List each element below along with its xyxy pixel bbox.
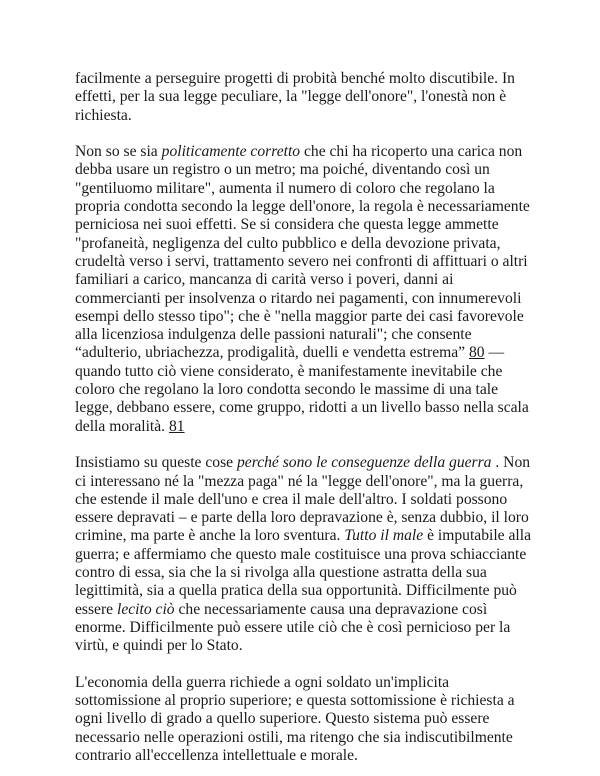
italic-phrase: lecito ciò [117,600,175,618]
paragraph-3 [75,454,535,655]
text-segment: che chi ha ricoperto una carica non debba usare un registro o un metro; ma poiché, diventando così un "gentiluomo militare", aumenta il numero di coloro che regolano la propria condotta secondo la legge dell'onore, la regola è necessariamente perniciosa nei suoi effetti. Se si considera che questa legge ammette "profaneità, negligenza del culto pubblico e della devozione privata, crudeltà verso i servi, trattamento severo nei confronti di affittuari o altri familiari a carico, mancanza di carità verso i poveri, danni ai commercianti per insolvenza o ritardo nei pagamenti, con innumerevoli esempi dello stesso tipo"; che è "nella maggior parte dei casi favorevole alla licenziosa indulgenza delle passioni naturali"; che consente “adulterio, ubriachezza, prodigalità, duelli e vendetta estrema” [75,143,530,362]
italic-phrase: Tutto il male [344,527,424,545]
text-segment: . Non ci interessano né la "mezza paga" né la "legge dell'onore", ma la guerra, che estende il male dell'uno e crea il male dell'altro. I soldati possono essere depravati – e parte della loro depravazione è, senza dubbio, il loro crimine, ma parte è anche la loro sventura. [75,454,531,545]
text-segment: —quando tutto ciò viene considerato, è manifestamente inevitabile che coloro che regolano la loro condotta secondo le massime di una tale legge, debbano essere, come gruppo, ridotti a un livello basso nella scala della moralità. [75,344,529,435]
paragraph-2 [75,143,535,436]
italic-phrase: politicamente corretto [161,143,301,161]
footnote-link-81[interactable]: 81 [168,417,185,435]
footnote-link-80[interactable]: 80 [469,344,485,362]
paragraph-4 [75,674,535,765]
text-segment: L'economia della guerra richiede a ogni soldato un'implicita sottomissione al proprio superiore; e questa sottomissione è richiesta a ogni livello di grado a quello superiore. Questo sistema può essere necessario nelle operazioni ostili, ma ritengo che sia indiscutibilmente contrario all'eccellenza intellettuale e morale. [75,673,515,764]
paragraph-1 [75,70,535,125]
document-page [75,70,535,765]
text-segment: che necessariamente causa una depravazione così enorme. Difficilmente può essere utile ciò che è così pernicioso per la virtù, e quindi per lo Stato. [75,600,511,655]
italic-phrase: perché sono le conseguenze della guerra [236,454,492,472]
text-segment: facilmente a perseguire progetti di probità benché molto discutibile. In effetti, per la sua legge peculiare, la "legge dell'onore", l'onestà non è richiesta. [75,70,515,124]
text-segment: è imputabile alla guerra; e affermiamo che questo male costituisce una prova schiacciante contro di essa, sia che la si rivolga alla questione astratta della sua legittimità, sia a quella pratica della sua opportunità. Difficilmente può essere [75,527,531,618]
text-segment: Non so se sia [75,143,162,161]
text-segment: Insistiamo su queste cose [75,454,237,472]
